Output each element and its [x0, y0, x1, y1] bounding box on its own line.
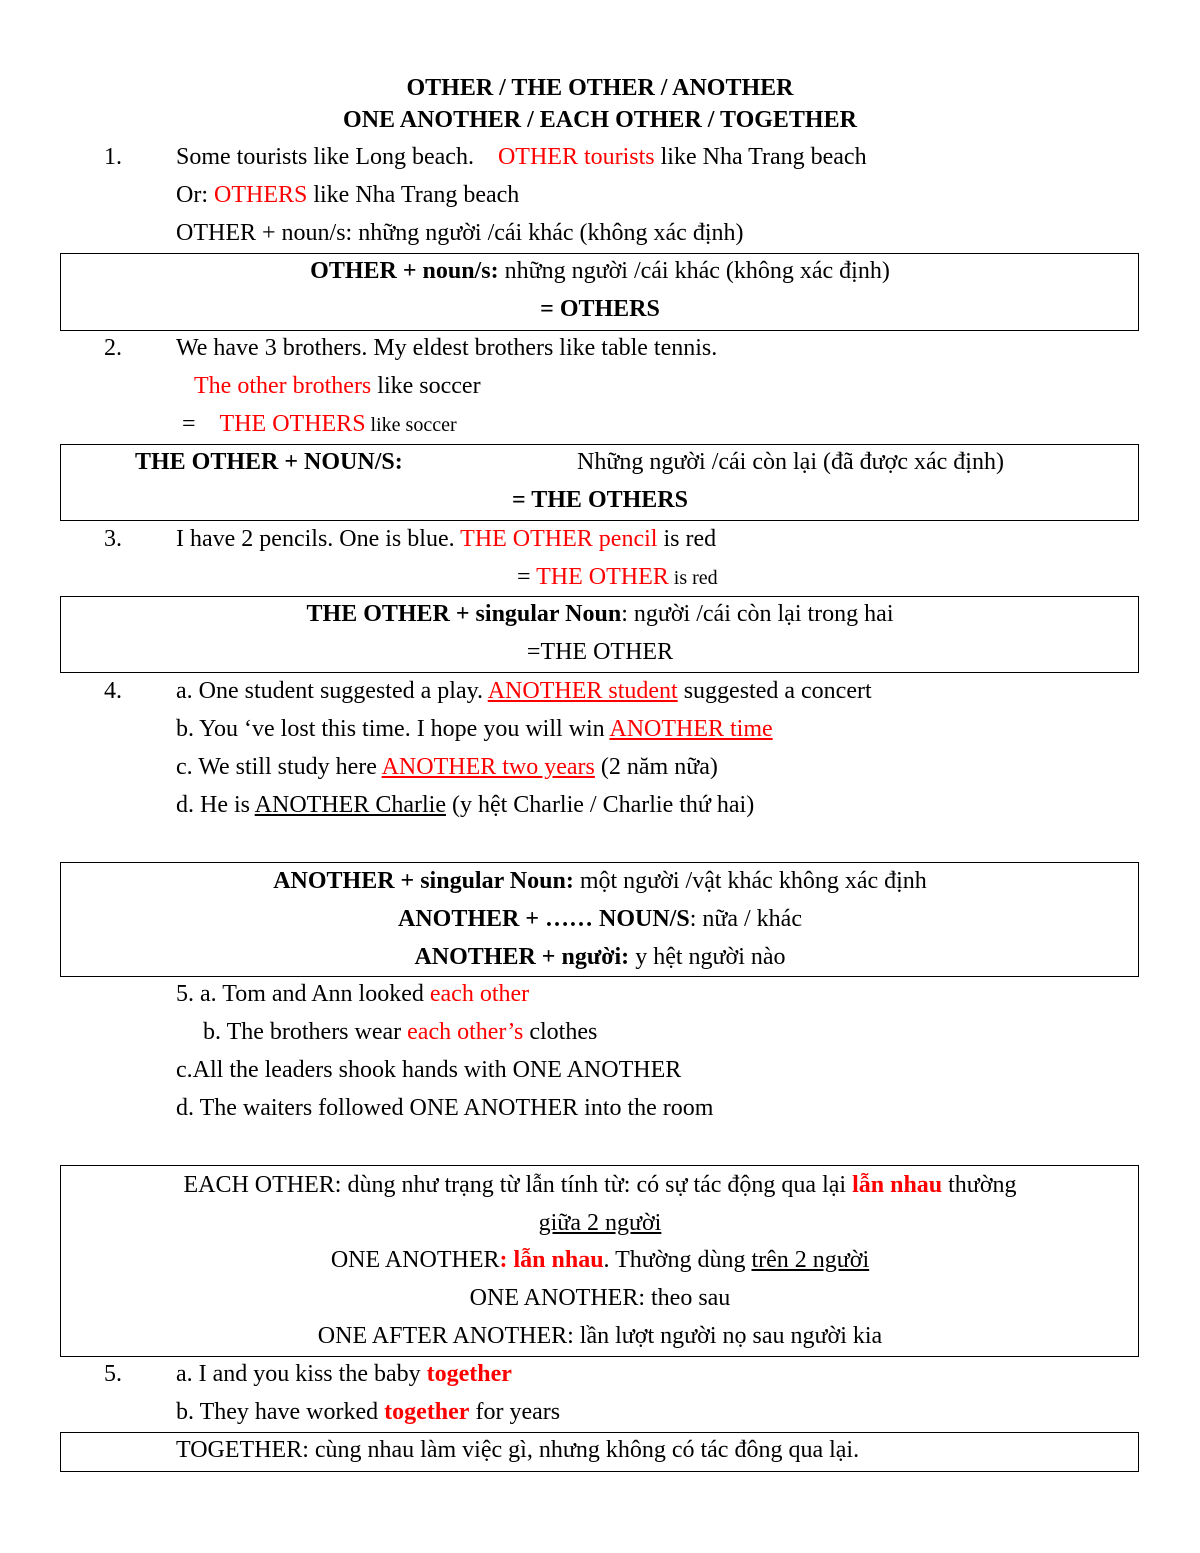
- rule-box-4-line1: [60, 867, 1140, 895]
- text: like soccer: [365, 414, 457, 436]
- example-4a: [176, 677, 872, 705]
- highlight: THE OTHER pencil: [460, 526, 658, 552]
- text: =: [517, 564, 537, 590]
- rule-box-5-line1: [60, 1171, 1140, 1199]
- rule-meaning: : người /cái còn lại trong hai: [621, 601, 894, 627]
- text: b. You ‘ve lost this time. I hope you will win: [176, 716, 610, 742]
- item-number-1: 1.: [104, 144, 122, 170]
- rule-box-1-line1: [60, 257, 1140, 285]
- example-2b: [194, 372, 481, 400]
- rule-box-6-line1: TOGETHER: cùng nhau làm việc gì, nhưng không có tác đông qua lại.: [176, 1437, 860, 1463]
- item-number-3: 3.: [104, 526, 122, 552]
- highlight: ANOTHER student: [487, 678, 678, 704]
- rule-box-5-line3: [60, 1246, 1140, 1274]
- text: a. One student suggested a play.: [176, 678, 488, 704]
- rule-box-3-line1: [60, 600, 1140, 628]
- rule-term: THE OTHER + singular Noun: [306, 601, 622, 627]
- highlight: together: [384, 1399, 470, 1425]
- text: for years: [469, 1399, 561, 1425]
- text: (2 năm nữa): [594, 754, 718, 780]
- rule-term: OTHER + noun/s:: [310, 258, 499, 284]
- highlight: The other brothers: [194, 373, 372, 399]
- text: EACH OTHER: dùng như trạng từ lẫn tính từ: có sự tác động qua lại: [183, 1172, 853, 1198]
- highlight: lẫn nhau: [852, 1172, 943, 1198]
- text: clothes: [523, 1019, 598, 1045]
- rule-box-2-line2: = THE OTHERS: [512, 487, 688, 513]
- example-6b: [176, 1398, 560, 1426]
- example-4b: [176, 715, 773, 743]
- text: thường: [942, 1172, 1017, 1198]
- rule-box-2-term: THE OTHER + NOUN/S:: [135, 449, 403, 475]
- rule-meaning: một người /vật khác không xác định: [573, 868, 927, 894]
- rule-term: ANOTHER + singular Noun:: [273, 868, 574, 894]
- example-1b: [176, 181, 519, 209]
- highlight: THE OTHERS: [219, 411, 366, 437]
- example-5d: d. The waiters followed ONE ANOTHER into the room: [176, 1095, 714, 1121]
- example-2c: [182, 410, 457, 439]
- text: . Thường dùng: [603, 1247, 752, 1273]
- rule-term: ANOTHER + người:: [414, 944, 630, 970]
- rule-box-5-line5: ONE AFTER ANOTHER: lần lượt người nọ sau người kia: [317, 1323, 883, 1349]
- text: suggested a concert: [677, 678, 872, 704]
- rule-1-text: OTHER + noun/s: những người /cái khác (không xác định): [176, 220, 744, 246]
- example-3a: [176, 525, 716, 553]
- text: like soccer: [371, 373, 481, 399]
- item-number-4: 4.: [104, 678, 122, 704]
- highlight: ANOTHER two years: [381, 754, 595, 780]
- highlight: THE OTHER: [536, 564, 669, 590]
- text: trên 2 người: [751, 1247, 870, 1273]
- item-number-2: 2.: [104, 335, 122, 361]
- highlight: each other: [429, 981, 530, 1007]
- example-3b: [517, 563, 718, 592]
- text: b. They have worked: [176, 1399, 385, 1425]
- page-subtitle: ONE ANOTHER / EACH OTHER / TOGETHER: [343, 107, 857, 133]
- text: Some tourists like Long beach.: [176, 144, 474, 170]
- highlight: together: [426, 1361, 512, 1387]
- rule-term: ANOTHER + …… NOUN/S: [397, 906, 690, 932]
- rule-box-4-line3: [60, 943, 1140, 971]
- example-1a: [176, 143, 867, 171]
- rule-box-2-meaning: Những người /cái còn lại (đã được xác định): [577, 449, 1004, 475]
- highlight: OTHERS: [214, 182, 308, 208]
- text: like Nha Trang beach: [307, 182, 520, 208]
- rule-box-5-line2: [60, 1209, 1140, 1237]
- rule-box-3-line2: =THE OTHER: [526, 639, 674, 665]
- example-5a: [176, 980, 529, 1008]
- text: c. We still study here: [176, 754, 382, 780]
- highlight: ANOTHER Charlie: [254, 792, 446, 818]
- text: ONE ANOTHER: [330, 1247, 500, 1273]
- page-title: OTHER / THE OTHER / ANOTHER: [406, 75, 794, 101]
- example-2a: We have 3 brothers. My eldest brothers like table tennis.: [176, 335, 718, 361]
- text: =: [182, 411, 196, 437]
- highlight: OTHER tourists: [497, 144, 655, 170]
- text: b. The brothers wear: [203, 1019, 408, 1045]
- rule-box-4-line2: [60, 905, 1140, 933]
- highlight: : lẫn nhau: [499, 1247, 604, 1273]
- example-5c: c.All the leaders shook hands with ONE ANOTHER: [176, 1057, 682, 1083]
- rule-meaning: : nữa / khác: [689, 906, 802, 932]
- text: is red: [657, 526, 717, 552]
- highlight: each other’s: [407, 1019, 524, 1045]
- text: (y hệt Charlie / Charlie thứ hai): [445, 792, 755, 818]
- text: giữa 2 người: [538, 1210, 662, 1236]
- rule-meaning: những người /cái khác (không xác định): [498, 258, 890, 284]
- text: Or:: [176, 182, 214, 208]
- text: 5. a. Tom and Ann looked: [176, 981, 430, 1007]
- example-4d: [176, 791, 754, 819]
- text: a. I and you kiss the baby: [176, 1361, 427, 1387]
- highlight: ANOTHER time: [609, 716, 773, 742]
- text: is red: [668, 567, 718, 589]
- rule-meaning: y hệt người nào: [629, 944, 786, 970]
- text: d. He is: [176, 792, 255, 818]
- rule-box-1-line2: = OTHERS: [540, 296, 660, 322]
- text: I have 2 pencils. One is blue.: [176, 526, 461, 552]
- text: like Nha Trang beach: [654, 144, 867, 170]
- example-4c: [176, 753, 718, 781]
- item-number-5: 5.: [104, 1361, 122, 1387]
- example-5b: [203, 1018, 597, 1046]
- example-6a: [176, 1360, 512, 1388]
- rule-box-5-line4: ONE ANOTHER: theo sau: [469, 1285, 731, 1311]
